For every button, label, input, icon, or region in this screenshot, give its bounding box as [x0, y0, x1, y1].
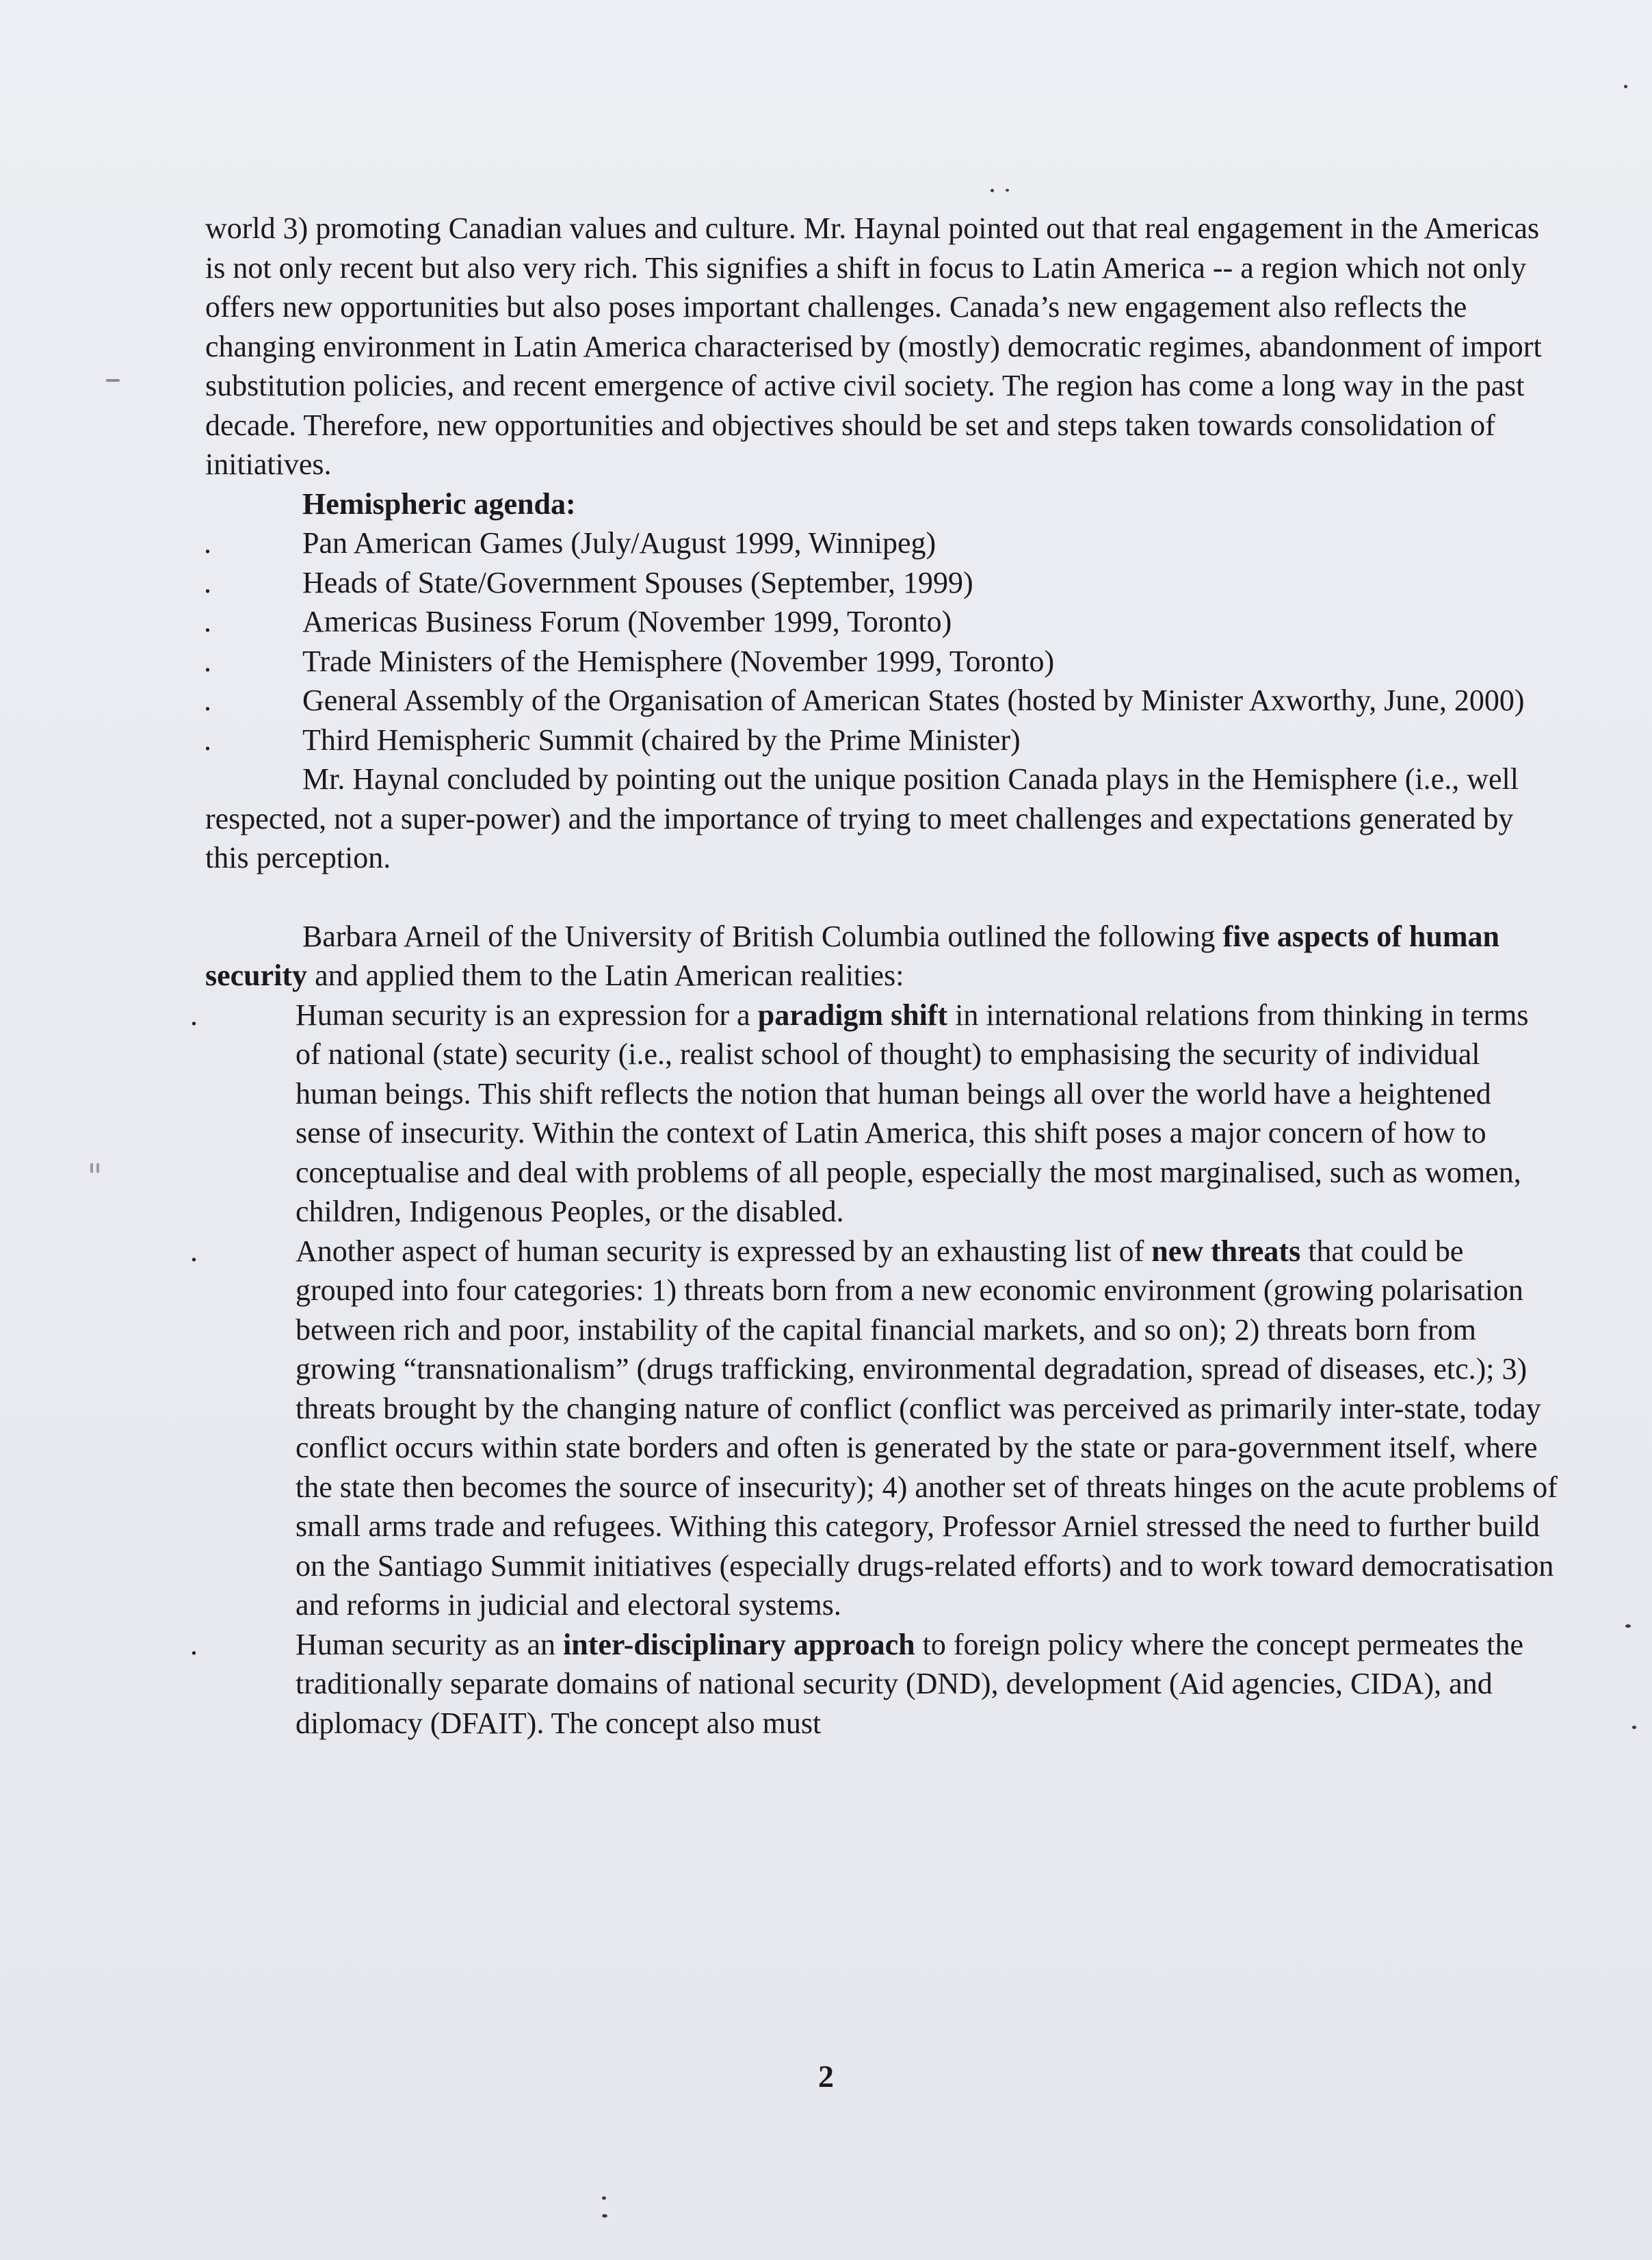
scan-speck — [602, 2196, 606, 2200]
text-run: in international relations from thinking in terms of national (state) security (i.e., realist school of thought) to emphasising the security of individual human beings. This shift reflects the notion that human beings all over the world have a heightened sense of insecurity. Within the context of Latin America, this shift poses a major concern of how to conceptualise and deal with problems of all people, especially the most marginalised, such as women, children, Indigenous Peoples, or the disabled. — [296, 998, 1529, 1228]
bullet-marker: . — [190, 1234, 198, 1268]
text-run: Human security is an expression for a — [296, 998, 758, 1032]
document-body — [190, 209, 1560, 1743]
agenda-item-text: Trade Ministers of the Hemisphere (November 1999, Toronto) — [302, 644, 1055, 678]
scan-speck — [1625, 1624, 1631, 1628]
agenda-list — [205, 523, 1560, 759]
paragraph-haynal-intro: world 3) promoting Canadian values and culture. Mr. Haynal pointed out that real engagement in the Americas is not only recent but also very rich. This signifies a shift in focus to Latin America -- a region which not only offers new opportunities but also poses important challenges. Canada’s new engagement also reflects the changing environment in Latin America characterised by (mostly) democratic regimes, abandonment of import substitution policies, and recent emergence of active civil society. The region has come a long way in the past decade. Therefore, new opportunities and objectives should be set and steps taken towards consolidation of initiatives. — [205, 211, 1542, 481]
text-run: Another aspect of human security is expressed by an exhausting list of — [296, 1234, 1152, 1268]
paragraph-spacer — [205, 878, 1560, 917]
scan-speck — [1624, 85, 1627, 88]
aspects-list — [190, 996, 1560, 1743]
list-item — [205, 681, 1560, 720]
scan-speck — [90, 1163, 93, 1173]
bullet-marker: . — [204, 644, 211, 678]
emphasis-text: paradigm shift — [757, 998, 948, 1032]
agenda-item-text: Pan American Games (July/August 1999, Winnipeg) — [302, 526, 936, 560]
emphasis-text: five aspects of human security — [205, 919, 1499, 992]
bullet-marker: . — [204, 605, 211, 638]
agenda-item-text: Americas Business Forum (November 1999, Toronto) — [302, 605, 952, 638]
scan-speck — [1632, 1726, 1636, 1729]
agenda-item-text: Third Hemispheric Summit (chaired by the Prime Minister) — [302, 723, 1021, 757]
text-run: to foreign policy where the concept permeates the traditionally separate domains of national security (DND), development (Aid agencies, CIDA), and diplomacy (DFAIT). The concept also must — [296, 1627, 1524, 1740]
text-run: that could be grouped into four categories: 1) threats born from a new economic environment (growing polarisation between rich and poor, instability of the capital financial markets, and so on); 2) threats born from growing “transnationalism” (drugs trafficking, environmental degradation, spread of diseases, etc.); 3) threats brought by the changing nature of conflict (conflict was perceived as primarily inter-state, today conflict occurs within state borders and often is generated by the state or para-government itself, where the state then becomes the source of insecurity); 4) another set of threats hinges on the acute problems of small arms trade and refugees. Withing this category, Professor Arniel stressed the need to further build on the Santiago Summit initiatives (especially drugs-related efforts) and to work toward democratisation and reforms in judicial and electoral systems. — [296, 1234, 1558, 1622]
list-item — [205, 563, 1560, 603]
text-run: Barbara Arneil of the University of British Columbia outlined the following — [302, 919, 1223, 953]
bullet-marker: . — [204, 565, 211, 599]
bullet-marker: . — [190, 1627, 198, 1661]
paragraph-haynal-conclusion: Mr. Haynal concluded by pointing out the unique position Canada plays in the Hemisphere (i.e., well respected, not a super-power) and the importance of trying to meet challenges and expectations generated by this perception. — [205, 762, 1519, 874]
page-number: 2 — [818, 2059, 834, 2094]
list-item — [205, 602, 1560, 642]
scan-speck — [602, 2214, 607, 2218]
bullet-marker: . — [204, 684, 211, 717]
bullet-marker: . — [190, 998, 198, 1032]
text-run: and applied them to the Latin American realities: — [307, 959, 904, 992]
list-item — [190, 1232, 1560, 1625]
bullet-marker: . — [204, 723, 211, 757]
emphasis-text: new threats — [1151, 1234, 1301, 1268]
list-item — [190, 1625, 1560, 1743]
scan-speck — [1006, 189, 1009, 192]
emphasis-text: inter-disciplinary approach — [563, 1627, 915, 1661]
list-item — [190, 996, 1560, 1232]
bullet-marker: . — [204, 526, 211, 560]
agenda-item-text: Heads of State/Government Spouses (September, 1999) — [302, 565, 973, 599]
scan-speck — [96, 1163, 99, 1173]
agenda-heading: Hemispheric agenda: — [302, 486, 576, 521]
agenda-item-text: General Assembly of the Organisation of American States (hosted by Minister Axworthy, June, 2000) — [302, 684, 1525, 717]
list-item — [205, 720, 1560, 760]
list-item — [205, 523, 1560, 563]
text-run: Human security as an — [296, 1627, 563, 1661]
paragraph-arneil-intro — [205, 917, 1560, 996]
list-item — [205, 642, 1560, 681]
scan-speck — [106, 379, 120, 382]
scan-speck — [991, 189, 994, 192]
